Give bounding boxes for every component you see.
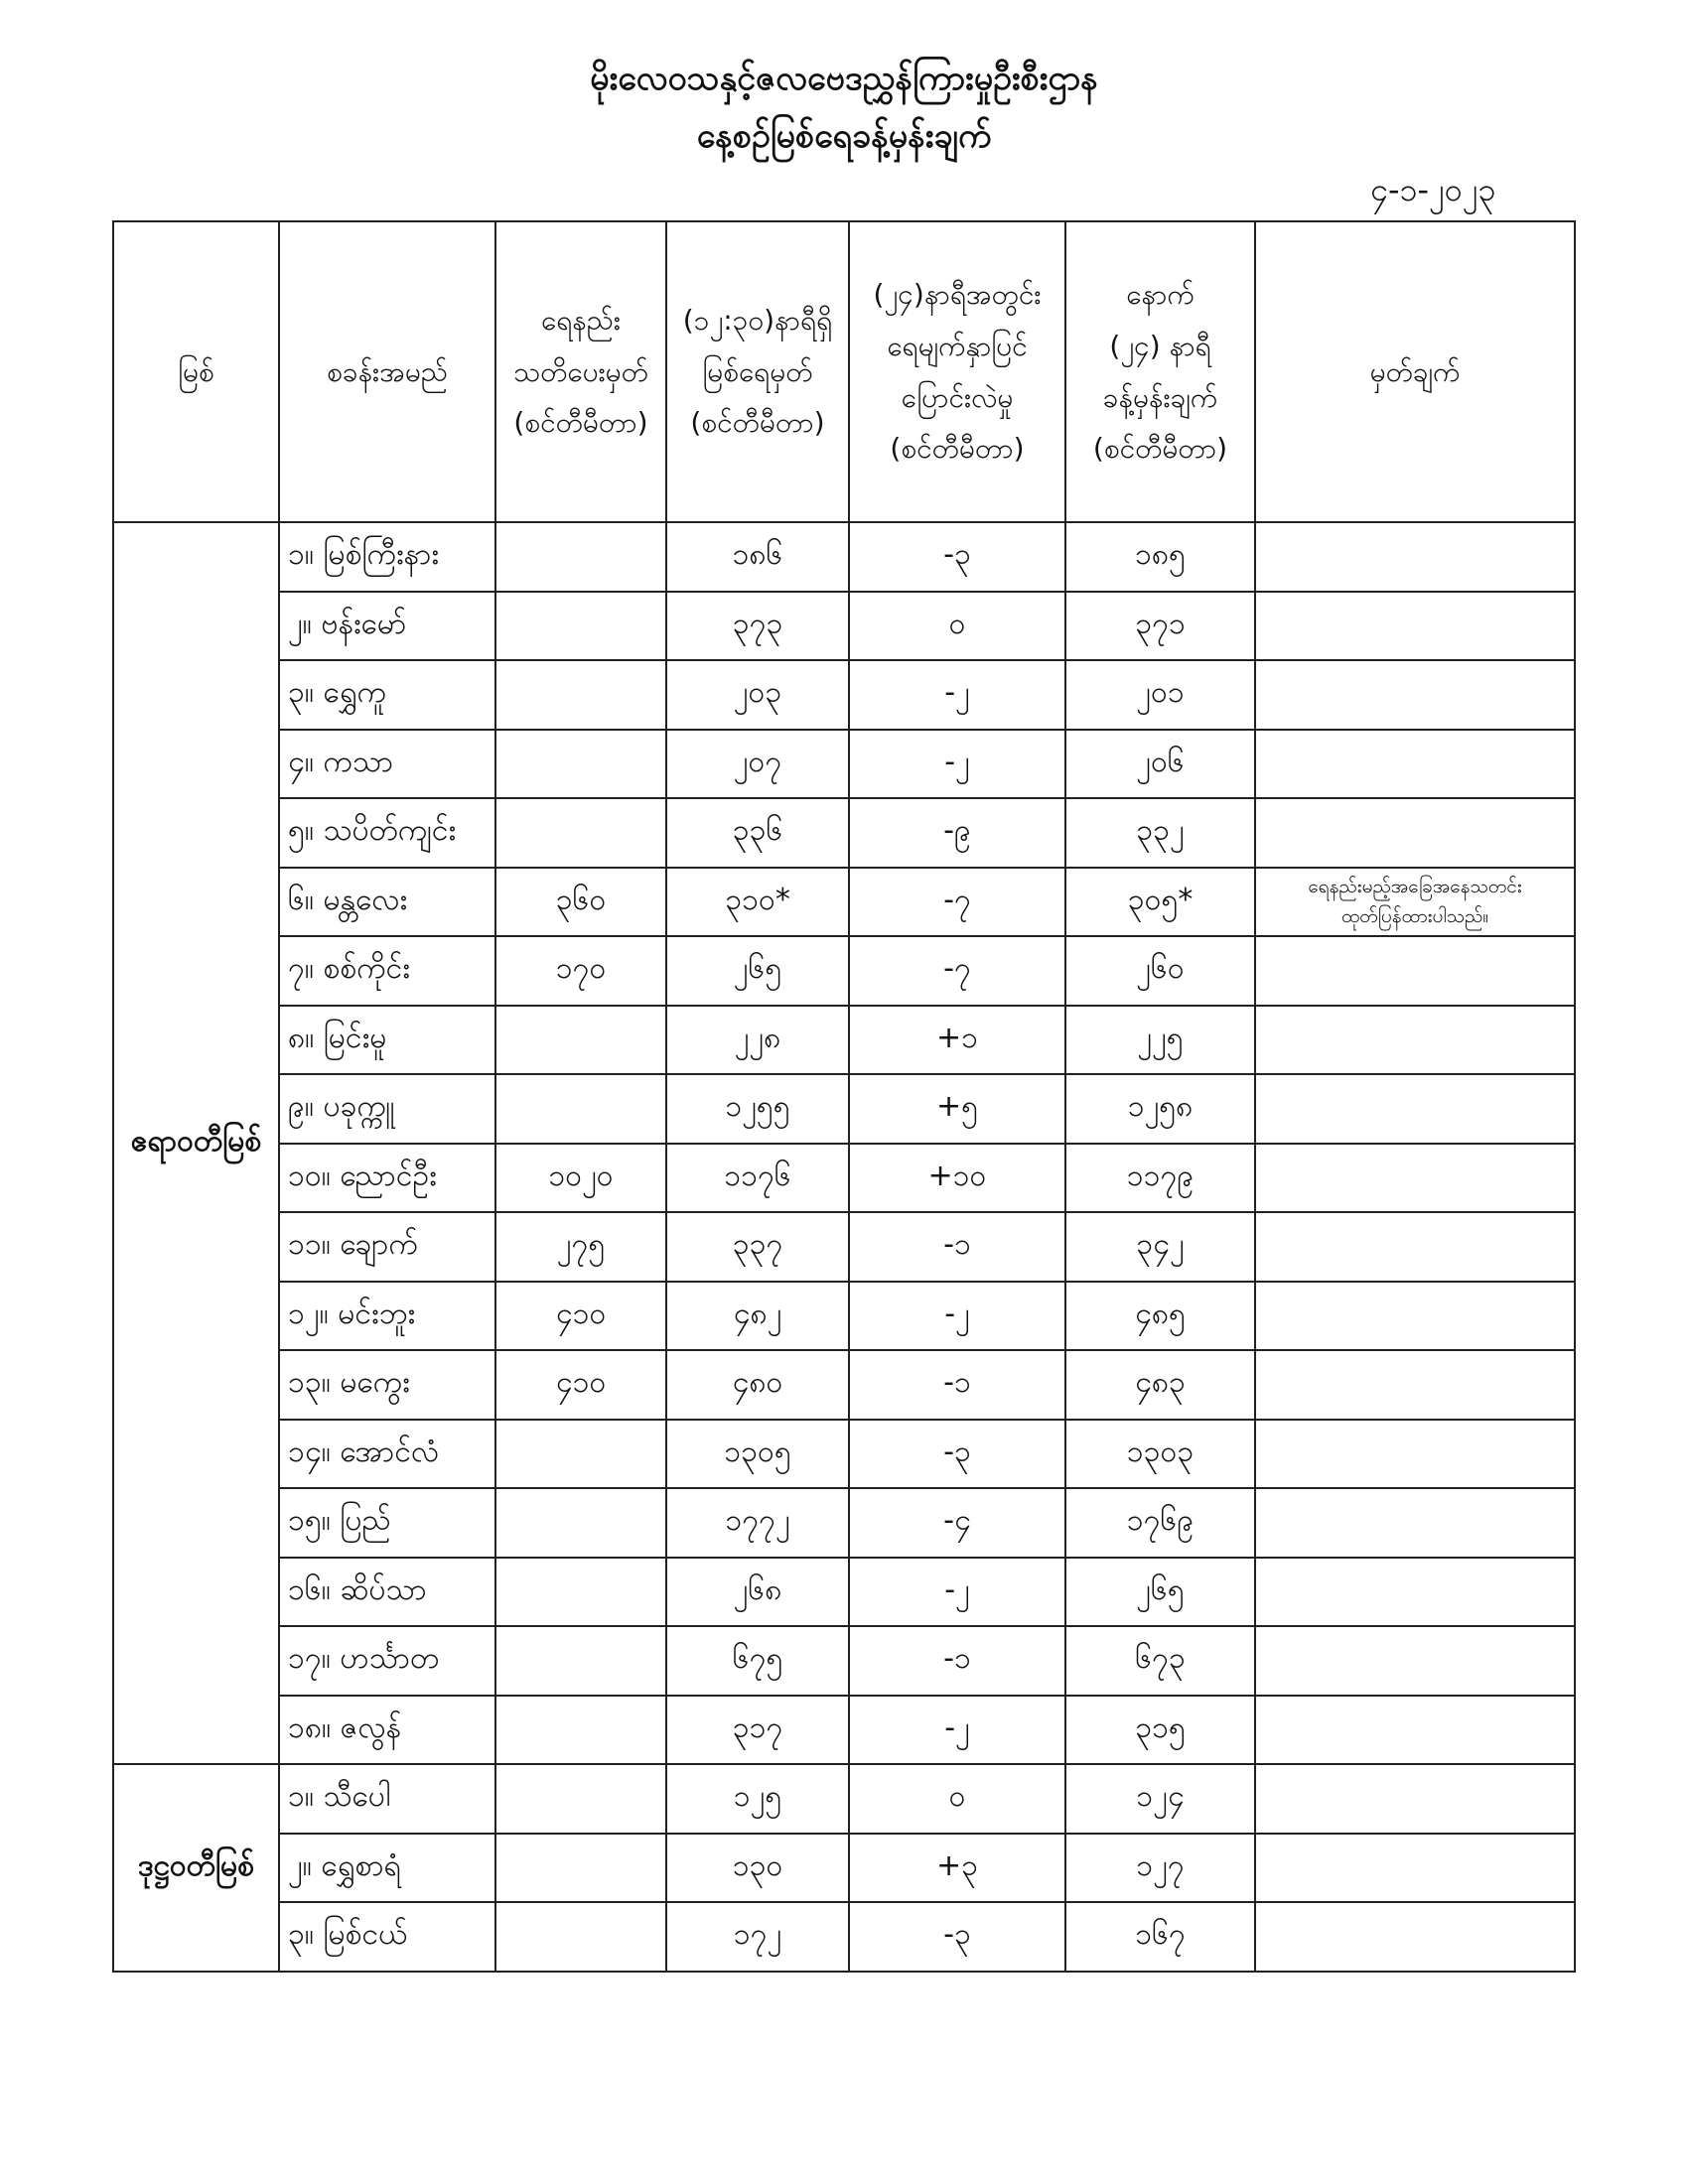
danger-level-cell [495,1626,666,1696]
change-cell: -၃ [849,522,1065,592]
water-level-cell: ၂၂၈ [666,1006,849,1075]
change-cell: ၀ [849,592,1065,661]
header-change-24h: (၂၄)နာရီအတွင်း ရေမျက်နှာပြင် ပြောင်းလဲမှု (စင်တီမီတာ) [849,221,1065,522]
change-cell: -၂ [849,660,1065,730]
change-cell: +၁၀ [849,1144,1065,1213]
danger-level-cell [495,730,666,799]
forecast-cell: ၂၆၀ [1065,936,1255,1006]
remark-cell [1255,1834,1575,1903]
forecast-cell: ၂၀၁ [1065,660,1255,730]
station-name: ၄။ ကသာ [279,730,495,799]
station-name: ၁၈။ ဇလွန် [279,1696,495,1765]
table-row [113,868,1575,937]
danger-level-cell: ၁၇၀ [495,936,666,1006]
header-river: မြစ် [113,221,279,522]
station-name: ၉။ ပခုက္ကူ [279,1074,495,1144]
table-row [113,1006,1575,1075]
remark-cell [1255,1074,1575,1144]
water-level-cell: ၁၁၇၆ [666,1144,849,1213]
remark-cell [1255,592,1575,661]
table-row [113,1902,1575,1972]
water-level-cell: ၃၃၇ [666,1212,849,1282]
remark-cell [1255,1626,1575,1696]
change-cell: -၂ [849,1558,1065,1627]
water-level-cell: ၂၀၃ [666,660,849,730]
station-name: ၈။ မြင်းမူ [279,1006,495,1075]
station-name: ၇။ စစ်ကိုင်း [279,936,495,1006]
station-name: ၅။ သပိတ်ကျင်း [279,798,495,868]
header-danger-level: ရေနည်း သတိပေးမှတ် (စင်တီမီတာ) [495,221,666,522]
station-name: ၆။ မန္တလေး [279,868,495,937]
table-row [113,1144,1575,1213]
change-cell: -၄ [849,1488,1065,1558]
danger-level-cell [495,1902,666,1972]
water-level-cell: ၆၇၅ [666,1626,849,1696]
table-row [113,1558,1575,1627]
remark-cell [1255,1764,1575,1834]
report-date: ၄-၁-၂၀၂၃ [1370,171,1496,208]
remark-cell [1255,1902,1575,1972]
water-level-cell: ၁၇၇၂ [666,1488,849,1558]
station-name: ၁၀။ ညောင်ဦး [279,1144,495,1213]
remark-cell [1255,660,1575,730]
danger-level-cell [495,1558,666,1627]
forecast-cell: ၂၂၅ [1065,1006,1255,1075]
remark-cell [1255,730,1575,799]
table-row [113,592,1575,661]
danger-level-cell [495,592,666,661]
header-station: စခန်းအမည် [279,221,495,522]
station-name: ၃။ ရွှေကူ [279,660,495,730]
table-row [113,1626,1575,1696]
table-row [113,1212,1575,1282]
forecast-cell: ၃၁၅ [1065,1696,1255,1765]
water-level-cell: ၄၈၂ [666,1282,849,1351]
forecast-cell: ၆၇၃ [1065,1626,1255,1696]
danger-level-cell [495,660,666,730]
remark-cell [1255,1006,1575,1075]
station-name: ၁၁။ ချောက် [279,1212,495,1282]
forecast-cell: ၁၂၇ [1065,1834,1255,1903]
remark-cell [1255,868,1575,937]
table-row [113,522,1575,592]
station-name: ၁၇။ ဟင်္သာတ [279,1626,495,1696]
table-row [113,798,1575,868]
table-row [113,1764,1575,1834]
remark-cell [1255,522,1575,592]
water-level-cell: ၂၆၈ [666,1558,849,1627]
danger-level-cell [495,1764,666,1834]
remark-cell [1255,936,1575,1006]
page-title: မိုးလေဝသနှင့်ဇလဗေဒညွှန်ကြားမှုဦးစီးဌာန [590,59,1098,98]
forecast-cell: ၄၈၃ [1065,1350,1255,1420]
table-row [113,730,1575,799]
water-level-cell: ၃၃၆ [666,798,849,868]
danger-level-cell: ၄၁၀ [495,1282,666,1351]
change-cell: -၁ [849,1626,1065,1696]
remark-cell [1255,1212,1575,1282]
water-level-cell: ၁၂၅၅ [666,1074,849,1144]
water-level-cell: ၂၆၅ [666,936,849,1006]
remark-cell [1255,1488,1575,1558]
danger-level-cell [495,1420,666,1489]
water-level-cell: ၂၀၇ [666,730,849,799]
table-header-row [113,221,1575,522]
station-name: ၁၆။ ဆိပ်သာ [279,1558,495,1627]
water-level-cell: ၃၁၀* [666,868,849,937]
table-row [113,1282,1575,1351]
table-row [113,1696,1575,1765]
forecast-cell: ၃၀၅* [1065,868,1255,937]
table-row [113,936,1575,1006]
table-body [113,522,1575,1972]
forecast-cell: ၄၈၅ [1065,1282,1255,1351]
change-cell: -၇ [849,936,1065,1006]
table-row [113,1420,1575,1489]
danger-level-cell: ၃၆၀ [495,868,666,937]
remark-cell [1255,1558,1575,1627]
change-cell: -၂ [849,1282,1065,1351]
danger-level-cell [495,1488,666,1558]
change-cell: +၅ [849,1074,1065,1144]
change-cell: -၃ [849,1420,1065,1489]
forecast-cell: ၁၂၅၈ [1065,1074,1255,1144]
danger-level-cell: ၄၁၀ [495,1350,666,1420]
header-remark: မှတ်ချက် [1255,221,1575,522]
station-name: ၁။ သီပေါ [279,1764,495,1834]
forecast-cell: ၃၇၁ [1065,592,1255,661]
change-cell: -၂ [849,730,1065,799]
change-cell: -၁ [849,1350,1065,1420]
water-level-cell: ၁၃၀၅ [666,1420,849,1489]
table-row [113,1350,1575,1420]
station-name: ၁၂။ မင်းဘူး [279,1282,495,1351]
water-level-cell: ၃၁၇ [666,1696,849,1765]
water-level-cell: ၁၂၅ [666,1764,849,1834]
river-name: ဒုဋ္ဌဝတီမြစ် [113,1764,279,1972]
water-level-cell: ၃၇၃ [666,592,849,661]
danger-level-cell [495,1834,666,1903]
table-row [113,1074,1575,1144]
river-name: ဧရာဝတီမြစ် [113,522,279,1764]
header-current-level: (၁၂:၃၀)နာရီရှိ မြစ်ရေမှတ် (စင်တီမီတာ) [666,221,849,522]
station-name: ၂။ ရွှေစာရံ [279,1834,495,1903]
table-row [113,1488,1575,1558]
danger-level-cell [495,1006,666,1075]
change-cell: +၁ [849,1006,1065,1075]
forecast-cell: ၂၆၅ [1065,1558,1255,1627]
remark-cell [1255,1696,1575,1765]
forecast-cell: ၁၁၇၉ [1065,1144,1255,1213]
water-level-cell: ၁၈၆ [666,522,849,592]
change-cell: +၃ [849,1834,1065,1903]
header-forecast: နောက် (၂၄) နာရီ ခန့်မှန်းချက် (စင်တီမီတာ) [1065,221,1255,522]
station-name: ၁။ မြစ်ကြီးနား [279,522,495,592]
remark-line: ရေနည်းမည့်အခြေအနေသတင်း [1308,875,1522,897]
forecast-cell: ၁၆၇ [1065,1902,1255,1972]
station-name: ၃။ မြစ်ငယ် [279,1902,495,1972]
page-subtitle: နေ့စဉ်မြစ်ရေခန့်မှန်းချက် [696,116,992,156]
danger-level-cell [495,1696,666,1765]
station-name: ၁၃။ မကွေး [279,1350,495,1420]
remark-line: ထုတ်ပြန်ထားပါသည်။ [1340,905,1489,928]
table-row [113,660,1575,730]
change-cell: -၉ [849,798,1065,868]
forecast-cell: ၃၄၂ [1065,1212,1255,1282]
river-level-table [112,220,1576,1973]
station-name: ၁၄။ အောင်လံ [279,1420,495,1489]
change-cell: -၇ [849,868,1065,937]
water-level-cell: ၄၈၀ [666,1350,849,1420]
water-level-cell: ၁၇၂ [666,1902,849,1972]
forecast-cell: ၁၃၀၃ [1065,1420,1255,1489]
station-name: ၁၅။ ပြည် [279,1488,495,1558]
danger-level-cell [495,522,666,592]
forecast-cell: ၃၃၂ [1065,798,1255,868]
forecast-cell: ၂၀၆ [1065,730,1255,799]
remark-cell [1255,1282,1575,1351]
forecast-cell: ၁၂၄ [1065,1764,1255,1834]
danger-level-cell: ၁၀၂၀ [495,1144,666,1213]
danger-level-cell [495,798,666,868]
water-level-cell: ၁၃၀ [666,1834,849,1903]
change-cell: -၁ [849,1212,1065,1282]
station-name: ၂။ ဗန်းမော် [279,592,495,661]
forecast-cell: ၁၈၅ [1065,522,1255,592]
table-row [113,1834,1575,1903]
remark-cell [1255,1420,1575,1489]
remark-cell [1255,1350,1575,1420]
change-cell: -၃ [849,1902,1065,1972]
danger-level-cell: ၂၇၅ [495,1212,666,1282]
danger-level-cell [495,1074,666,1144]
change-cell: ၀ [849,1764,1065,1834]
forecast-cell: ၁၇၆၉ [1065,1488,1255,1558]
change-cell: -၂ [849,1696,1065,1765]
remark-cell [1255,798,1575,868]
remark-cell [1255,1144,1575,1213]
